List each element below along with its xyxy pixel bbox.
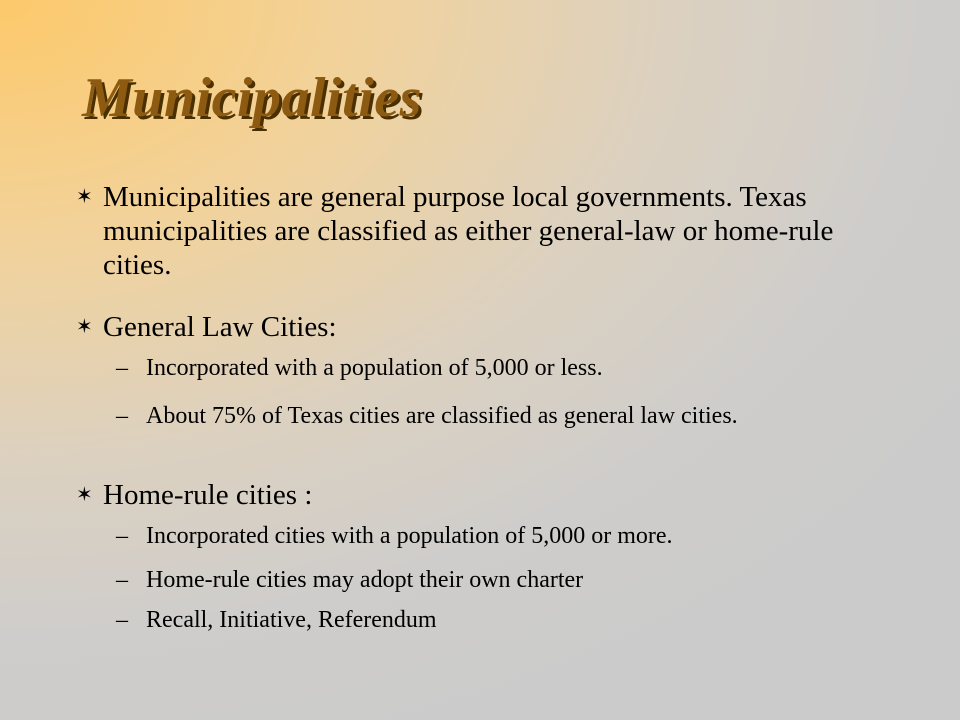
sub-bullet-item — [116, 606, 896, 634]
dash-bullet-icon: – — [116, 567, 128, 593]
bullet-text: Home-rule cities : — [103, 479, 313, 511]
bullet-item — [76, 180, 896, 282]
sub-bullet-text: Home-rule cities may adopt their own charter — [146, 567, 584, 593]
star-bullet-icon: ✶ — [76, 186, 93, 208]
sub-bullet-item — [116, 566, 896, 594]
star-bullet-icon: ✶ — [76, 316, 93, 338]
slide-title: Municipalities — [82, 67, 422, 129]
sub-bullet-text: About 75% of Texas cities are classified as general law cities. — [146, 403, 738, 429]
sub-bullet-item — [116, 354, 896, 382]
sub-bullet-text: Incorporated with a population of 5,000 or less. — [146, 355, 603, 381]
star-bullet-icon: ✶ — [76, 484, 93, 506]
sub-bullet-item — [116, 522, 896, 550]
bullet-item — [76, 310, 896, 344]
sub-bullet-item — [116, 402, 896, 430]
dash-bullet-icon: – — [116, 355, 128, 381]
dash-bullet-icon: – — [116, 403, 128, 429]
bullet-item — [76, 478, 896, 512]
sub-bullet-text: Recall, Initiative, Referendum — [146, 607, 437, 633]
sub-bullet-text: Incorporated cities with a population of 5,000 or more. — [146, 523, 673, 549]
dash-bullet-icon: – — [116, 607, 128, 633]
dash-bullet-icon: – — [116, 523, 128, 549]
bullet-text: Municipalities are general purpose local governments. Texas municipalities are classified as either general-law or home-rule cities. — [103, 181, 834, 281]
bullet-text: General Law Cities: — [103, 311, 337, 343]
